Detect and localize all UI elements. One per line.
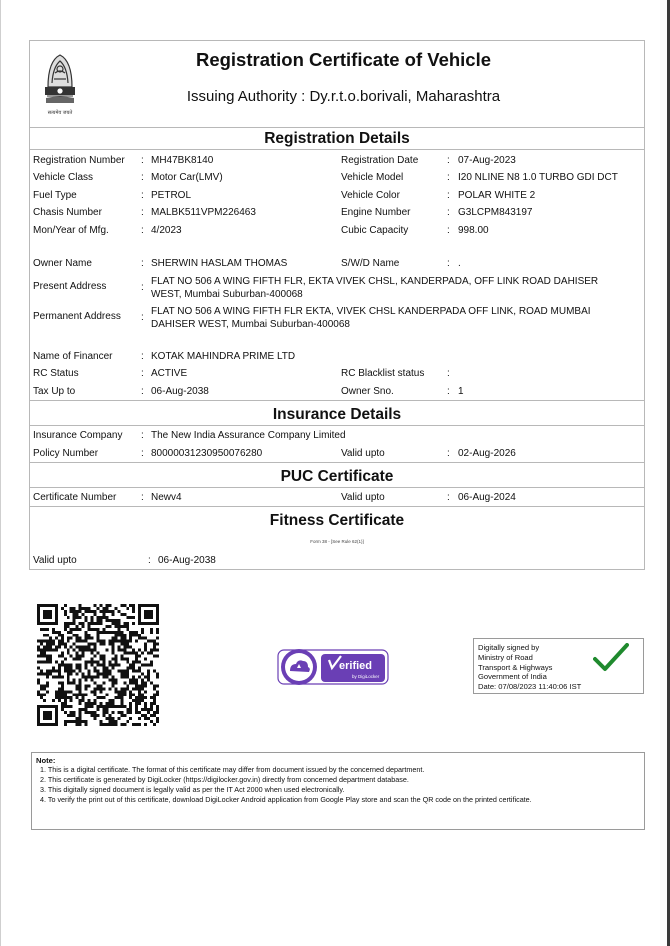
- label-tax-up-to: Tax Up to: [33, 386, 76, 397]
- value-puc-valid-upto: 06-Aug-2024: [458, 492, 516, 503]
- colon: :: [141, 190, 144, 201]
- colon: :: [141, 207, 144, 218]
- colon: :: [447, 155, 450, 166]
- colon: :: [141, 155, 144, 166]
- colon: :: [141, 312, 144, 323]
- verified-text: erified: [339, 660, 373, 672]
- label-vehicle-model: Vehicle Model: [341, 172, 404, 183]
- issuing-authority: Issuing Authority : Dy.r.t.o.borivali, Maharashtra: [186, 88, 501, 105]
- colon: :: [141, 225, 144, 236]
- value-insurance-valid-upto: 02-Aug-2026: [458, 448, 516, 459]
- label-rc-status: RC Status: [33, 368, 79, 379]
- note-item: 2. This certificate is generated by DigiLocker (https://digilocker.gov.in) directly from concerned department database.: [40, 775, 409, 784]
- colon: :: [141, 172, 144, 183]
- value-present-address: FLAT NO 506 A WING FIFTH FLR, EKTA VIVEK CHSL, KANDERPADA, OFF LINK ROAD DAHISER WEST, Mumbai Suburban-400068: [151, 276, 599, 300]
- colon: :: [141, 386, 144, 397]
- signature-line: Digitally signed by: [478, 643, 540, 652]
- checkmark-icon: [593, 643, 629, 673]
- value-permanent-address: FLAT NO 506 A WING FIFTH FLR EKTA, VIVEK CHSL KANDERPADA OFF LINK, ROAD MUMBAI DAHISER WEST, Mumbai Suburban-400068: [151, 306, 591, 330]
- value-fuel-type: PETROL: [151, 190, 192, 201]
- label-puc-valid-upto: Valid upto: [341, 492, 385, 503]
- label-fuel-type: Fuel Type: [33, 190, 77, 201]
- page-edge-left: [0, 0, 1, 946]
- colon: :: [447, 492, 450, 503]
- colon: :: [141, 492, 144, 503]
- value-fitness-valid-upto: 06-Aug-2038: [158, 555, 216, 566]
- value-chasis-number: MALBK511VPM226463: [151, 207, 256, 218]
- divider: [30, 400, 644, 401]
- emblem-motto: सत्यमेव जयते: [47, 110, 73, 116]
- certificate-header: [30, 41, 644, 128]
- value-financer: KOTAK MAHINDRA PRIME LTD: [151, 351, 296, 362]
- value-owner-sno: 1: [458, 386, 464, 397]
- value-cubic-capacity: 998.00: [458, 225, 489, 236]
- signature-text: [478, 643, 581, 692]
- signature-line: Government of India: [478, 672, 547, 682]
- label-vehicle-color: Vehicle Color: [341, 190, 400, 201]
- value-registration-date: 07-Aug-2023: [458, 155, 516, 166]
- note-item: 3. This digitally signed document is legally valid as per the IT Act 2000 when used electronically.: [40, 785, 345, 794]
- colon: :: [447, 190, 450, 201]
- label-registration-number: Registration Number: [33, 155, 125, 166]
- label-swd-name: S/W/D Name: [341, 258, 400, 269]
- divider: [30, 149, 644, 150]
- label-rc-blacklist: RC Blacklist status: [341, 368, 425, 379]
- label-engine-number: Engine Number: [341, 207, 411, 218]
- colon: :: [141, 351, 144, 362]
- label-fitness-valid-upto: Valid upto: [33, 555, 77, 566]
- label-policy-number: Policy Number: [33, 448, 99, 459]
- value-policy-number: 80000031230950076280: [151, 448, 263, 459]
- value-mfg-date: 4/2023: [151, 225, 182, 236]
- value-swd-name: .: [458, 258, 461, 269]
- section-title-registration: Registration Details: [264, 130, 410, 147]
- divider: [30, 506, 644, 507]
- colon: :: [141, 282, 144, 293]
- divider: [30, 425, 644, 426]
- value-vehicle-color: POLAR WHITE 2: [458, 190, 536, 201]
- section-title-puc: PUC Certificate: [280, 468, 394, 485]
- section-title-insurance: Insurance Details: [272, 406, 402, 423]
- label-registration-date: Registration Date: [341, 155, 419, 166]
- colon: :: [141, 448, 144, 459]
- colon: :: [141, 368, 144, 379]
- signature-line: Ministry of Road: [478, 652, 533, 662]
- value-insurance-company: The New India Assurance Company Limited: [151, 430, 346, 441]
- colon: :: [447, 368, 450, 379]
- label-chasis-number: Chasis Number: [33, 207, 102, 218]
- note-title: Note:: [36, 756, 56, 765]
- value-tax-up-to: 06-Aug-2038: [151, 386, 209, 397]
- label-cubic-capacity: Cubic Capacity: [341, 225, 409, 236]
- value-rc-status: ACTIVE: [151, 368, 188, 379]
- colon: :: [447, 448, 450, 459]
- label-owner-name: Owner Name: [33, 258, 92, 269]
- divider: [30, 462, 644, 463]
- fitness-form-reference: Form 38 - [See Rule 62(1)]: [310, 539, 364, 544]
- note-item: 1. This is a digital certificate. The format of this certificate may differ from document issued by the concerned department.: [40, 765, 425, 774]
- colon: :: [447, 225, 450, 236]
- digital-signature-box: [473, 638, 644, 694]
- note-item: 4. To verify the print out of this certificate, download DigiLocker Android application from Google Play store and scan the QR code on the printed certificate.: [40, 795, 532, 804]
- colon: :: [447, 207, 450, 218]
- label-insurance-company: Insurance Company: [33, 430, 123, 441]
- digilocker-verified-badge: [277, 646, 389, 688]
- colon: :: [148, 555, 151, 566]
- colon: :: [141, 430, 144, 441]
- label-mfg-date: Mon/Year of Mfg.: [33, 225, 109, 236]
- colon: :: [447, 258, 450, 269]
- label-insurance-valid-upto: Valid upto: [341, 448, 385, 459]
- label-owner-sno: Owner Sno.: [341, 386, 394, 397]
- divider: [30, 487, 644, 488]
- label-vehicle-class: Vehicle Class: [33, 172, 94, 183]
- signature-line: Date: 07/08/2023 11:40:06 IST: [478, 682, 582, 692]
- label-financer: Name of Financer: [33, 351, 113, 362]
- colon: :: [141, 258, 144, 269]
- label-puc-certificate-number: Certificate Number: [33, 492, 117, 503]
- signature-line: Transport & Highways: [478, 662, 553, 672]
- section-title-fitness: Fitness Certificate: [269, 512, 405, 529]
- qr-code: [37, 604, 159, 726]
- certificate-panel: [29, 40, 645, 570]
- value-vehicle-class: Motor Car(LMV): [151, 172, 223, 183]
- value-engine-number: G3LCPM843197: [458, 207, 533, 218]
- value-registration-number: MH47BK8140: [151, 155, 214, 166]
- note-box: [31, 752, 645, 830]
- value-owner-name: SHERWIN HASLAM THOMAS: [151, 258, 288, 269]
- value-vehicle-model: I20 NLINE N8 1.0 TURBO GDI DCT: [458, 172, 618, 183]
- colon: :: [447, 386, 450, 397]
- label-permanent-address: Permanent Address: [33, 311, 121, 322]
- certificate-title: Registration Certificate of Vehicle: [195, 49, 492, 70]
- value-puc-certificate-number: Newv4: [151, 492, 182, 503]
- label-present-address: Present Address: [33, 281, 107, 292]
- colon: :: [447, 172, 450, 183]
- verified-subtext: by DigiLocker: [352, 674, 380, 679]
